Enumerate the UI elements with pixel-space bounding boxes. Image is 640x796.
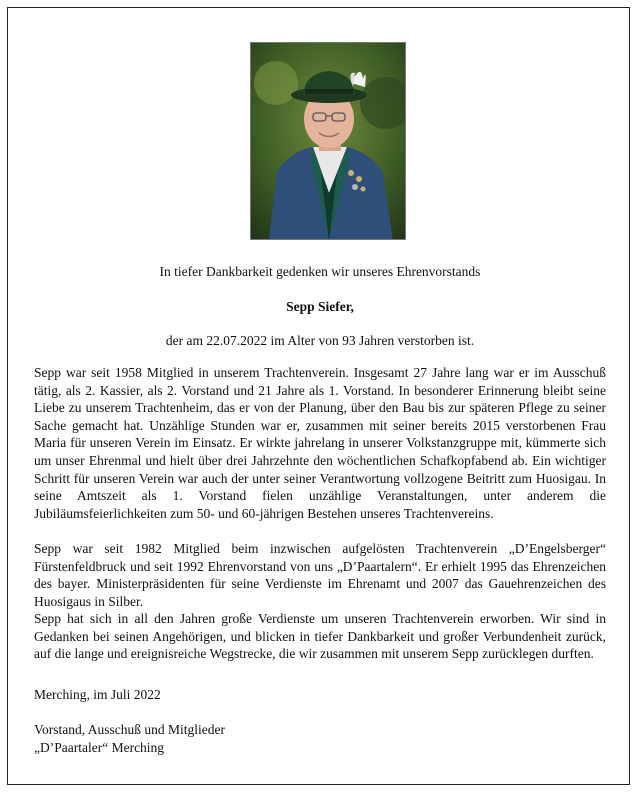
portrait-photo [250,42,406,240]
signature-line-1: Vorstand, Ausschuß und Mitglieder [34,722,225,737]
paragraph-gratitude: Sepp hat sich in all den Jahren große Verdienste um unseren Trachtenverein erworben. Wir sind in Gedanken bei seinen Angehörigen, und blicken in tiefer Dankbarkeit und großer Verbundenheit zurück, auf die lange und ereignisreiche Wegstrecke, die wir zusammen mit unserem Sepp zurücklegen durften. [34,611,606,662]
signature-line-2: „D’Paartaler“ Merching [34,740,165,755]
place-date: Merching, im Juli 2022 [34,687,161,702]
death-line: der am 22.07.2022 im Alter von 93 Jahren verstorben ist. [165,333,475,348]
paragraph-honors: Sepp war seit 1982 Mitglied beim inzwischen aufgelösten Trachtenverein „D’Engelsberger“ Fürstenfeldbruck und seit 1992 Ehrenvorstand von uns „D’Paartalern“. Er erhielt 1995 das Ehrenzeichen des bayer. Ministerpräsidenten für seine Verdienste im Ehrenamt und 2007 das Gauehrenzeichen des Huosigaus in Silber. [34,541,606,609]
paragraph-biography: Sepp war seit 1958 Mitglied in unserem Trachtenverein. Insgesamt 27 Jahre lang war er im Ausschuß tätig, als 2. Kassier, als 2. Vorstand und 21 Jahre als 1. Vorstand. In besonderer Erinnerung bleibt seine Liebe zu unserem Trachtenheim, das er von der Planung, über den Bau bis zur späteren Pflege zu seiner Sache gemacht hat. Unzählige Stunden war er, zusammen mit seiner bereits 2015 verstorbenen Frau Maria für unseren Verein im Einsatz. Er wirkte jahrelang in unserer Volkstanzgruppe mit, kümmerte sich um unser Ehrenmal und hielt über drei Jahrzehnte den wöchentlichen Schafkopfabend ab. Ein wichtiger Schritt für unseren Verein war auch der unter seiner Verantwortung vollzogene Beitritt zum Huosigau. In seine Amtszeit als 1. Vorstand fielen unzählige Veranstaltungen, unter anderem die Jubiläumsfeierlichkeiten zum 50- und 60-jährigen Bestehen unseres Trachtenvereins. [34,365,606,521]
deceased-name: Sepp Siefer, [286,299,354,314]
intro-line: In tiefer Dankbarkeit gedenken wir unseres Ehrenvorstands [159,264,481,279]
